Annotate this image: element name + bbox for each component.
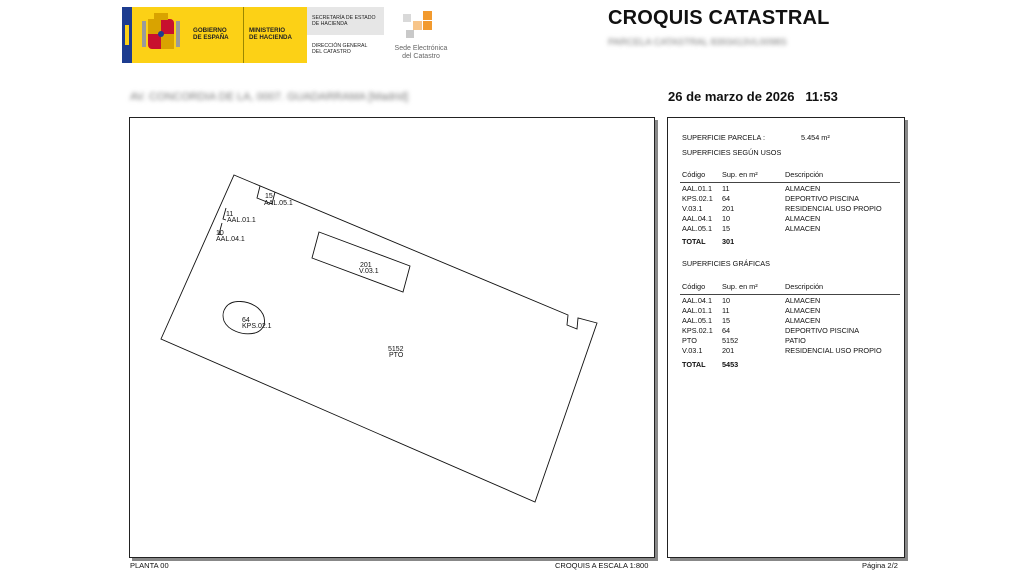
cell-code: AAL.04.1	[682, 296, 713, 305]
table-row	[682, 224, 896, 234]
parcel-outline	[161, 175, 597, 502]
cell-sup: 15	[722, 224, 731, 233]
label-15-code: AAL.05.1	[264, 200, 293, 207]
usos-col-desc: Descripción	[785, 170, 824, 179]
secretaria-line2: DE HACIENDA	[312, 21, 348, 27]
graficas-header-divider	[680, 294, 900, 295]
superficie-parcela-row	[682, 133, 896, 143]
sede-text	[386, 45, 456, 61]
cell-desc: RESIDENCIAL USO PROPIO	[785, 346, 882, 355]
flag-strip	[122, 7, 132, 63]
table-row	[682, 346, 896, 356]
cell-sup: 11	[722, 184, 730, 193]
footer-planta: PLANTA 00	[130, 561, 169, 570]
usos-title	[682, 148, 896, 158]
cell-desc: RESIDENCIAL USO PROPIO	[785, 204, 882, 213]
superficie-label: SUPERFICIE PARCELA :	[682, 133, 765, 142]
label-11-code: AAL.01.1	[227, 217, 256, 224]
sede-squares-icon	[403, 10, 439, 42]
graficas-title	[682, 259, 896, 269]
parcel-reference: PARCELA CATASTRAL 8393413VL0098S	[608, 37, 787, 48]
gobierno-logo	[122, 7, 384, 63]
table-row	[682, 336, 896, 346]
label-11-num: 11	[226, 211, 234, 218]
footer-escala: CROQUIS A ESCALA 1:800	[555, 561, 649, 570]
table-row	[682, 194, 896, 204]
label-201-num: 201	[360, 262, 372, 269]
gobierno-line2: DE ESPAÑA	[193, 34, 229, 41]
usos-title-text: SUPERFICIES SEGÚN USOS	[682, 148, 782, 157]
usos-header-row	[682, 170, 896, 180]
ministerio-line2: DE HACIENDA	[249, 34, 292, 41]
label-5152-num: 5152	[388, 346, 404, 353]
table-row	[682, 204, 896, 214]
cell-desc: DEPORTIVO PISCINA	[785, 194, 860, 203]
label-10-code: AAL.04.1	[216, 236, 245, 243]
usos-total-value: 301	[722, 237, 735, 246]
coat-of-arms-icon	[132, 7, 191, 63]
usos-col-code: Código	[682, 170, 706, 179]
graficas-total-label: TOTAL	[682, 360, 706, 369]
graficas-col-code: Código	[682, 282, 706, 291]
table-row	[682, 184, 896, 194]
graficas-col-sup: Sup. en m²	[722, 282, 758, 291]
table-row	[682, 296, 896, 306]
direccion-line1: DIRECCIÓN GENERAL	[312, 43, 368, 49]
cell-code: AAL.01.1	[682, 184, 713, 193]
gobierno-line1: GOBIERNO	[193, 27, 227, 34]
direccion-line2: DEL CATASTRO	[312, 49, 351, 55]
cell-desc: ALMACEN	[785, 184, 821, 193]
parcel-address: AV. CONCORDIA DE LA, 0007. GUADARRAMA [Madrid]	[130, 91, 409, 103]
ministerio-line1: MINISTERIO	[249, 27, 286, 34]
cell-desc: DEPORTIVO PISCINA	[785, 326, 860, 335]
cell-sup: 15	[722, 316, 731, 325]
label-15-num: 15	[265, 193, 273, 200]
label-10-num: 10	[216, 230, 224, 237]
direccion-box	[307, 35, 384, 63]
graficas-col-desc: Descripción	[785, 282, 824, 291]
cell-desc: ALMACEN	[785, 296, 821, 305]
cell-desc: ALMACEN	[785, 214, 821, 223]
footer-pagina: Página 2/2	[862, 561, 898, 570]
cell-sup: 201	[722, 204, 735, 213]
cell-code: PTO	[682, 336, 697, 345]
graficas-total-row	[682, 360, 896, 370]
cell-sup: 5152	[722, 336, 739, 345]
graficas-total-value: 5453	[722, 360, 739, 369]
usos-total-row	[682, 237, 896, 247]
cell-desc: ALMACEN	[785, 306, 821, 315]
cell-sup: 201	[722, 346, 735, 355]
cell-code: AAL.01.1	[682, 306, 713, 315]
document-title: CROQUIS CATASTRAL	[608, 7, 830, 29]
cell-desc: ALMACEN	[785, 316, 821, 325]
usos-col-sup: Sup. en m²	[722, 170, 758, 179]
cell-code: KPS.02.1	[682, 326, 713, 335]
sede-line1: Sede Electrónica	[394, 45, 448, 52]
graficas-header-row	[682, 282, 896, 292]
cell-desc: PATIO	[785, 336, 806, 345]
cell-code: V.03.1	[682, 204, 703, 213]
usos-header-divider	[680, 182, 900, 183]
cell-sup: 64	[722, 194, 731, 203]
ministerio-text-box	[243, 7, 307, 63]
cell-sup: 11	[722, 306, 730, 315]
cell-code: AAL.05.1	[682, 316, 713, 325]
date: 26 de marzo de 2026	[668, 89, 795, 104]
secretaria-box	[307, 7, 384, 35]
sede-electronica-logo	[386, 10, 456, 64]
cell-sup: 10	[722, 296, 731, 305]
cell-code: AAL.04.1	[682, 214, 713, 223]
label-5152-code: PTO	[389, 352, 404, 359]
label-64-num: 64	[242, 317, 250, 324]
table-row	[682, 306, 896, 316]
secretaria-line1: SECRETARÍA DE ESTADO	[312, 15, 376, 21]
surfaces-info-panel	[667, 117, 905, 558]
table-row	[682, 214, 896, 224]
table-row	[682, 316, 896, 326]
cell-code: AAL.05.1	[682, 224, 713, 233]
superficie-value: 5.454 m²	[801, 133, 830, 142]
gobierno-text-box	[191, 7, 243, 63]
graficas-title-text: SUPERFICIES GRÁFICAS	[682, 259, 770, 268]
table-row	[682, 326, 896, 336]
cell-code: V.03.1	[682, 346, 703, 355]
date-time	[668, 89, 838, 104]
label-201-code: V.03.1	[359, 268, 379, 275]
time: 11:53	[805, 89, 838, 104]
cell-sup: 10	[722, 214, 731, 223]
sketch-map-panel	[129, 117, 655, 558]
cell-desc: ALMACEN	[785, 224, 821, 233]
sede-line2: del Catastro	[402, 53, 440, 60]
parcel-sketch	[130, 118, 654, 557]
label-64-code: KPS.02.1	[242, 323, 272, 330]
usos-total-label: TOTAL	[682, 237, 706, 246]
cell-sup: 64	[722, 326, 731, 335]
cell-code: KPS.02.1	[682, 194, 713, 203]
